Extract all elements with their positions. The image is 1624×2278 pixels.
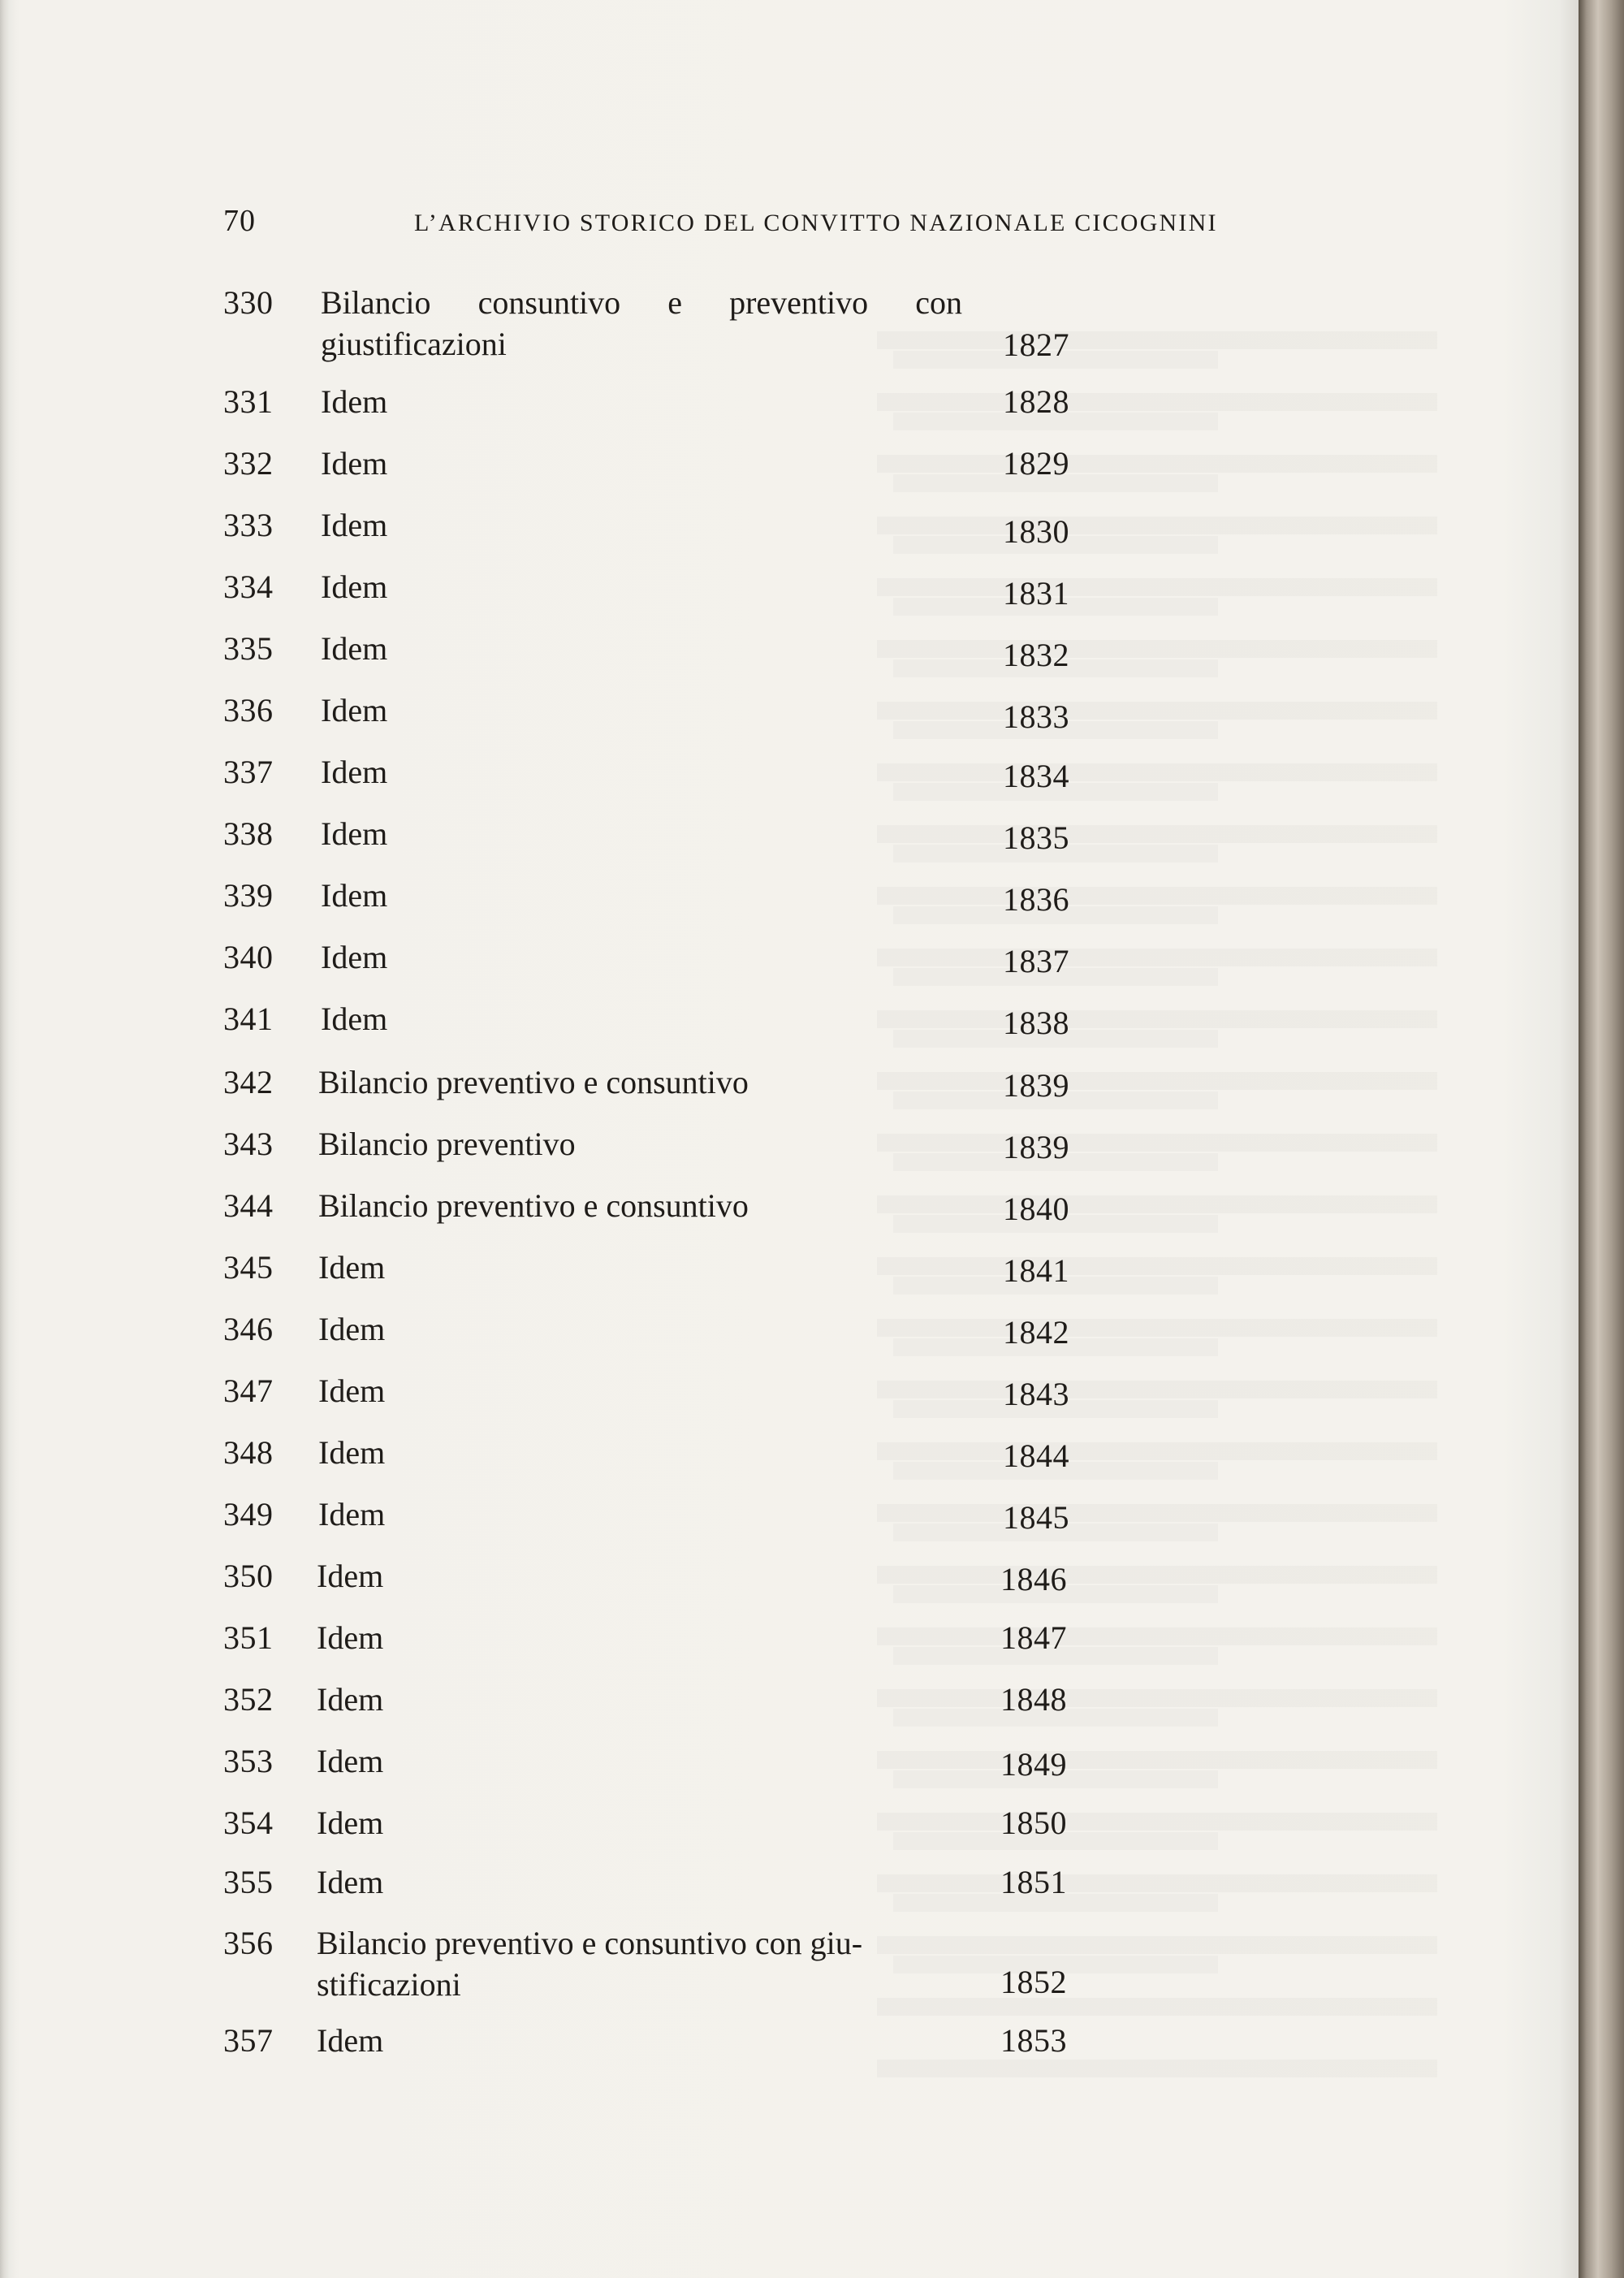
entry-number: 335	[223, 630, 274, 667]
entry-year: 1833	[1003, 698, 1069, 735]
entry-description: Idem	[318, 1372, 386, 1409]
entry-year: 1831	[1003, 575, 1069, 612]
entry-year: 1850	[1000, 1805, 1067, 1841]
entry-number: 339	[223, 877, 274, 914]
entry-description: Idem	[321, 568, 388, 605]
entry-description: Idem	[317, 2022, 384, 2059]
entry-description-line: Bilancio consuntivo e preventivo con	[321, 284, 962, 321]
entry-year: 1843	[1003, 1376, 1069, 1412]
entry-description: Idem	[321, 939, 388, 975]
entry-description: Idem	[318, 1496, 386, 1532]
entry-number: 343	[223, 1126, 274, 1162]
entry-description: Idem	[318, 1434, 386, 1471]
page-number: 70	[223, 204, 256, 238]
entry-description: Idem	[317, 1619, 384, 1656]
entry-year: 1848	[1000, 1681, 1067, 1718]
entry-number: 350	[223, 1558, 274, 1594]
entry-description: Idem	[321, 445, 388, 482]
entry-year: 1849	[1000, 1746, 1067, 1783]
entry-year: 1835	[1003, 819, 1069, 856]
entry-description-line: stificazioni	[317, 1966, 461, 2003]
entry-year: 1844	[1003, 1437, 1069, 1474]
entry-number: 337	[223, 754, 274, 790]
entry-description	[321, 282, 962, 365]
entry-number: 357	[223, 2022, 274, 2059]
entry-number: 354	[223, 1805, 274, 1841]
entry-year: 1840	[1003, 1191, 1069, 1227]
entry-year: 1845	[1003, 1499, 1069, 1536]
entry-year: 1836	[1003, 881, 1069, 918]
entry-number: 345	[223, 1249, 274, 1286]
entry-year: 1852	[1000, 1964, 1067, 2000]
entry-year: 1841	[1003, 1252, 1069, 1289]
entry-number: 347	[223, 1372, 274, 1409]
entry-description: Idem	[321, 383, 388, 420]
entry-year: 1834	[1003, 758, 1069, 794]
entry-description: Idem	[317, 1743, 384, 1779]
entry-number: 341	[223, 1001, 274, 1037]
entry-number: 348	[223, 1434, 274, 1471]
entry-description: Idem	[317, 1681, 384, 1718]
entry-year: 1847	[1000, 1619, 1067, 1656]
entry-description: Idem	[318, 1249, 386, 1286]
page-edge-shadow	[1579, 0, 1624, 2278]
entry-number: 338	[223, 815, 274, 852]
entry-description: Bilancio preventivo	[318, 1126, 576, 1162]
entry-year: 1830	[1003, 513, 1069, 550]
entry-number: 333	[223, 507, 274, 543]
entry-year: 1839	[1003, 1067, 1069, 1104]
entry-description: Idem	[321, 815, 388, 852]
entry-number: 331	[223, 383, 274, 420]
entry-number: 355	[223, 1864, 274, 1900]
entry-description: Idem	[321, 754, 388, 790]
entry-description: Idem	[318, 1311, 386, 1347]
running-title: L’ARCHIVIO STORICO DEL CONVITTO NAZIONALE CICOGNINI	[414, 210, 1218, 236]
entry-year: 1838	[1003, 1005, 1069, 1041]
entry-description: Idem	[321, 507, 388, 543]
entry-description: Idem	[317, 1864, 384, 1900]
entry-number: 353	[223, 1743, 274, 1779]
entry-year: 1853	[1000, 2022, 1067, 2059]
entry-number: 336	[223, 692, 274, 728]
entry-year: 1832	[1003, 637, 1069, 673]
entry-year: 1839	[1003, 1129, 1069, 1165]
entry-number: 342	[223, 1064, 274, 1100]
entry-description: Idem	[317, 1558, 384, 1594]
entry-number: 340	[223, 939, 274, 975]
entry-year: 1851	[1000, 1864, 1067, 1900]
entry-number: 351	[223, 1619, 274, 1656]
entry-description: Idem	[321, 877, 388, 914]
entry-number: 352	[223, 1681, 274, 1718]
entry-description: Idem	[321, 692, 388, 728]
entry-year: 1846	[1000, 1561, 1067, 1597]
entry-year: 1827	[1003, 326, 1069, 363]
entry-description: Bilancio preventivo e consuntivo	[318, 1187, 749, 1224]
entry-number: 349	[223, 1496, 274, 1532]
entry-description-line: giustificazioni	[321, 326, 507, 362]
entry-number: 332	[223, 445, 274, 482]
entry-year: 1828	[1003, 383, 1069, 420]
entry-year: 1837	[1003, 943, 1069, 979]
entry-number: 346	[223, 1311, 274, 1347]
entry-description	[317, 1922, 950, 2005]
entry-description: Idem	[321, 1001, 388, 1037]
entry-number: 356	[223, 1925, 274, 1961]
entry-description: Idem	[317, 1805, 384, 1841]
entry-year: 1842	[1003, 1314, 1069, 1351]
entry-number: 334	[223, 568, 274, 605]
entry-description: Idem	[321, 630, 388, 667]
entry-number: 330	[223, 284, 274, 321]
entry-year: 1829	[1003, 445, 1069, 482]
entry-description-line: Bilancio preventivo e consuntivo con giu-	[317, 1925, 863, 1961]
entry-number: 344	[223, 1187, 274, 1224]
entry-description: Bilancio preventivo e consuntivo	[318, 1064, 749, 1100]
